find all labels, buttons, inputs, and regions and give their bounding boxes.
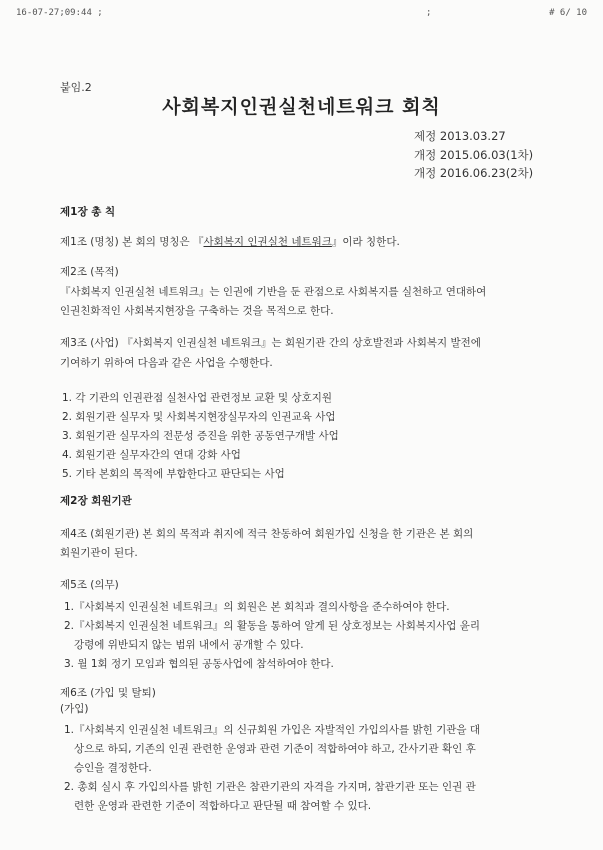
date-revision-1: 개정 2015.06.03(1차): [414, 147, 534, 162]
list-item: 1. 각 기관의 인권관점 실천사업 관련정보 교환 및 상호지원: [62, 392, 333, 404]
revision-dates: [414, 127, 533, 183]
article-3-list: [62, 389, 339, 484]
fax-header-left: 16-07-27;09:44 ;: [16, 8, 103, 18]
list-item: 련한 운영과 관련한 기준이 적합하다고 판단될 때 참여할 수 있다.: [64, 800, 372, 812]
chapter-2-heading: 제2장 회원기관: [60, 495, 132, 507]
list-item: 2. 회원기관 실무자 및 사회복지현장실무자의 인권교육 사업: [62, 411, 336, 423]
network-name: 사회복지 인권실천 네트워크: [203, 236, 332, 248]
list-item: 승인을 결정한다.: [64, 762, 152, 774]
chapter-1-heading: 제1장 총 칙: [60, 206, 116, 218]
article-2-line-2: 인권친화적인 사회복지현장을 구축하는 것을 목적으로 한다.: [60, 305, 334, 317]
list-item: 5. 기타 본회의 목적에 부합한다고 판단되는 사업: [62, 468, 285, 480]
article-5-list: [64, 598, 480, 674]
article-2-heading: 제2조 (목적): [60, 266, 119, 278]
document-title: 사회복지인권실천네트워크 회칙: [162, 96, 441, 118]
article-6-heading: 제6조 (가입 및 탈퇴): [60, 687, 156, 699]
article-3-line-2: 기여하기 위하여 다음과 같은 사업을 수행한다.: [60, 357, 273, 369]
date-revision-2: 개정 2016.06.23(2차): [414, 166, 534, 180]
fax-header: [16, 8, 587, 22]
list-item: 3. 회원기관 실무자의 전문성 증진을 위한 공동연구개발 사업: [62, 430, 339, 442]
list-item: 3. 월 1회 정기 모임과 협의된 공동사업에 참석하여야 한다.: [64, 658, 334, 670]
article-5-heading: 제5조 (의무): [60, 579, 119, 591]
article-1-text-end: 』이라 칭한다.: [331, 236, 400, 248]
date-established: 제정 2013.03.27: [414, 129, 506, 143]
fax-header-page: # 6/ 10: [549, 8, 587, 18]
list-item: 4. 회원기관 실무자간의 연대 강화 사업: [62, 449, 241, 461]
article-2-line-1: 『사회복지 인권실천 네트워크』는 인권에 기반을 둔 관점으로 사회복지를 실천하고 연대하여: [60, 286, 487, 298]
list-item: 1.『사회복지 인권실천 네트워크』의 회원은 본 회칙과 결의사항을 준수하여야 한다.: [64, 601, 450, 613]
attachment-label: 붙임.2: [60, 81, 92, 94]
article-1: [60, 232, 400, 253]
article-4-line-1: 제4조 (회원기관) 본 회의 목적과 취지에 적극 찬동하여 회원가입 신청을 한 기관은 본 회의: [60, 528, 474, 540]
article-1-text: 제1조 (명칭) 본 회의 명칭은 『: [60, 236, 204, 248]
article-6-subheading: (가입): [60, 703, 89, 715]
fax-header-middle: ;: [426, 8, 432, 18]
article-3-line-1: 제3조 (사업) 『사회복지 인권실천 네트워크』는 회원기관 간의 상호발전과 사회복지 발전에: [60, 337, 481, 349]
article-6-list: [64, 721, 480, 816]
article-4-line-2: 회원기관이 된다.: [60, 547, 138, 559]
list-item: 1.『사회복지 인권실천 네트워크』의 신규회원 가입은 자발적인 가입의사를 밝힌 기관을 대: [64, 724, 481, 736]
list-item: 상으로 하되, 기존의 인권 관련한 운영과 관련 기준이 적합하여야 하고, 간사기관 확인 후: [64, 743, 476, 755]
list-item: 2. 총회 실시 후 가입의사를 밝힌 기관은 참관기관의 자격을 가지며, 참관기관 또는 인권 관: [64, 781, 476, 793]
list-item: 강령에 위반되지 않는 범위 내에서 공개할 수 있다.: [64, 639, 304, 651]
list-item: 2.『사회복지 인권실천 네트워크』의 활동을 통하여 알게 된 상호정보는 사회복지사업 윤리: [64, 620, 481, 632]
